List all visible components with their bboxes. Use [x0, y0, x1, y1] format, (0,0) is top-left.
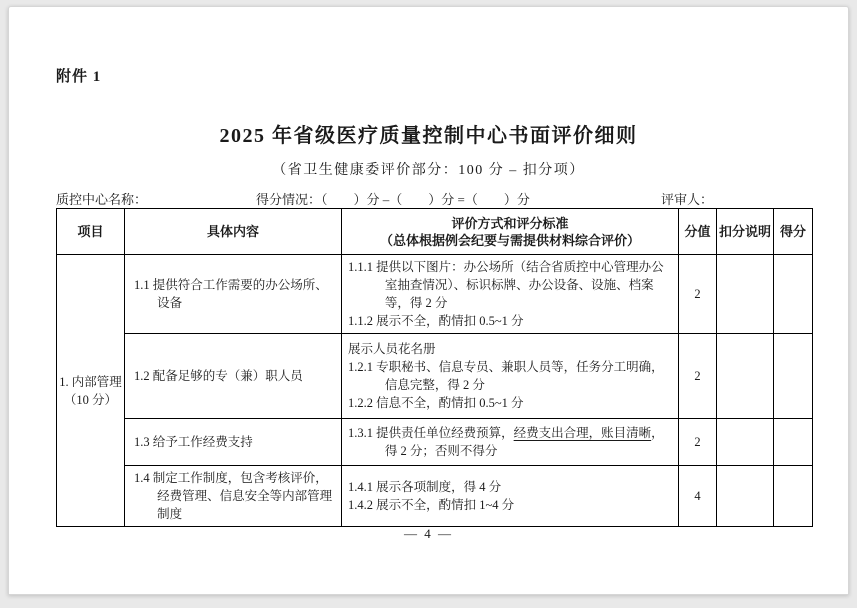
points-obtained-cell	[774, 466, 813, 527]
col-header-method	[342, 209, 679, 255]
reviewer-label: 评审人：	[661, 192, 714, 207]
col-header-score: 分值	[679, 209, 717, 255]
points-obtained-cell	[774, 334, 813, 419]
points-obtained-cell	[774, 419, 813, 466]
table-row	[57, 334, 813, 419]
score-formula: 得分情况：（ ）分 –（ ）分 =（ ）分	[256, 192, 530, 207]
content-cell	[125, 466, 342, 527]
document-title: 2025 年省级医疗质量控制中心书面评价细则	[219, 125, 638, 147]
document-subtitle: （省卫生健康委评价部分：100 分 – 扣分项）	[272, 163, 585, 178]
criteria-line: 1.2.1 专职秘书、信息专员、兼职人员等，任务分工明确，信息完整，得 2 分	[348, 360, 664, 392]
criteria-cell	[342, 255, 679, 334]
deduction-note-cell	[717, 255, 774, 334]
table-row	[57, 466, 813, 527]
criteria-line: 1.1.1 提供以下图片：办公场所（结合省质控中心管理办公室抽查情况）、标识标牌、办公设备、设施、档案等，得 2 分	[348, 260, 664, 310]
deduction-note-cell	[717, 466, 774, 527]
criteria-line: 1.1.2 展示不全，酌情扣 0.5~1 分	[348, 314, 524, 328]
criteria-text-post: ，得 2 分；否则不得分	[384, 426, 664, 458]
item-group-name: 1. 内部管理	[59, 374, 122, 389]
criteria-intro: 展示人员花名册	[348, 342, 436, 356]
table-header-row	[57, 209, 813, 255]
col-header-points: 得分	[774, 209, 813, 255]
col-header-content: 具体内容	[125, 209, 342, 255]
content-cell	[125, 334, 342, 419]
center-name-label: 质控中心名称：	[56, 192, 148, 207]
info-line	[9, 189, 848, 207]
criteria-cell	[342, 334, 679, 419]
evaluation-table	[56, 208, 813, 527]
content-cell	[125, 419, 342, 466]
col-header-deduction: 扣分说明	[717, 209, 774, 255]
criteria-cell	[342, 419, 679, 466]
deduction-note-cell	[717, 334, 774, 419]
col-header-item: 项目	[57, 209, 125, 255]
score-value-cell: 2	[679, 255, 717, 334]
table-row	[57, 255, 813, 334]
criteria-line: 1.4.2 展示不全，酌情扣 1~4 分	[348, 498, 515, 512]
criteria-line	[348, 424, 674, 460]
content-text: 1.1 提供符合工作需要的办公场所、设备	[134, 278, 328, 310]
criteria-line: 1.2.2 信息不全，酌情扣 0.5~1 分	[348, 396, 524, 410]
content-text: 1.4 制定工作制度，包含考核评价，经费管理、信息安全等内部管理制度	[134, 471, 333, 521]
content-cell	[125, 255, 342, 334]
criteria-text-pre: 1.3.1 提供责任单位经费预算，	[348, 426, 514, 440]
item-group-cell	[57, 255, 125, 527]
col-header-method-line2: （总体根据例会纪要与需提供材料综合评价）	[379, 232, 640, 248]
page-number: — 4 —	[404, 526, 453, 541]
attachment-label: 附件 1	[56, 69, 102, 85]
points-obtained-cell	[774, 255, 813, 334]
content-text: 1.3 给予工作经费支持	[134, 435, 253, 449]
document-page	[8, 6, 849, 595]
item-group-score: （10 分）	[63, 392, 118, 407]
criteria-text-underlined: 经费支出合理，账目清晰	[513, 426, 652, 440]
score-value-cell: 4	[679, 466, 717, 527]
criteria-line: 1.4.1 展示各项制度，得 4 分	[348, 480, 502, 494]
deduction-note-cell	[717, 419, 774, 466]
criteria-cell	[342, 466, 679, 527]
col-header-method-line1: 评价方式和评分标准	[451, 215, 569, 231]
score-value-cell: 2	[679, 419, 717, 466]
content-text: 1.2 配备足够的专（兼）职人员	[134, 369, 303, 383]
score-value-cell: 2	[679, 334, 717, 419]
table-row	[57, 419, 813, 466]
